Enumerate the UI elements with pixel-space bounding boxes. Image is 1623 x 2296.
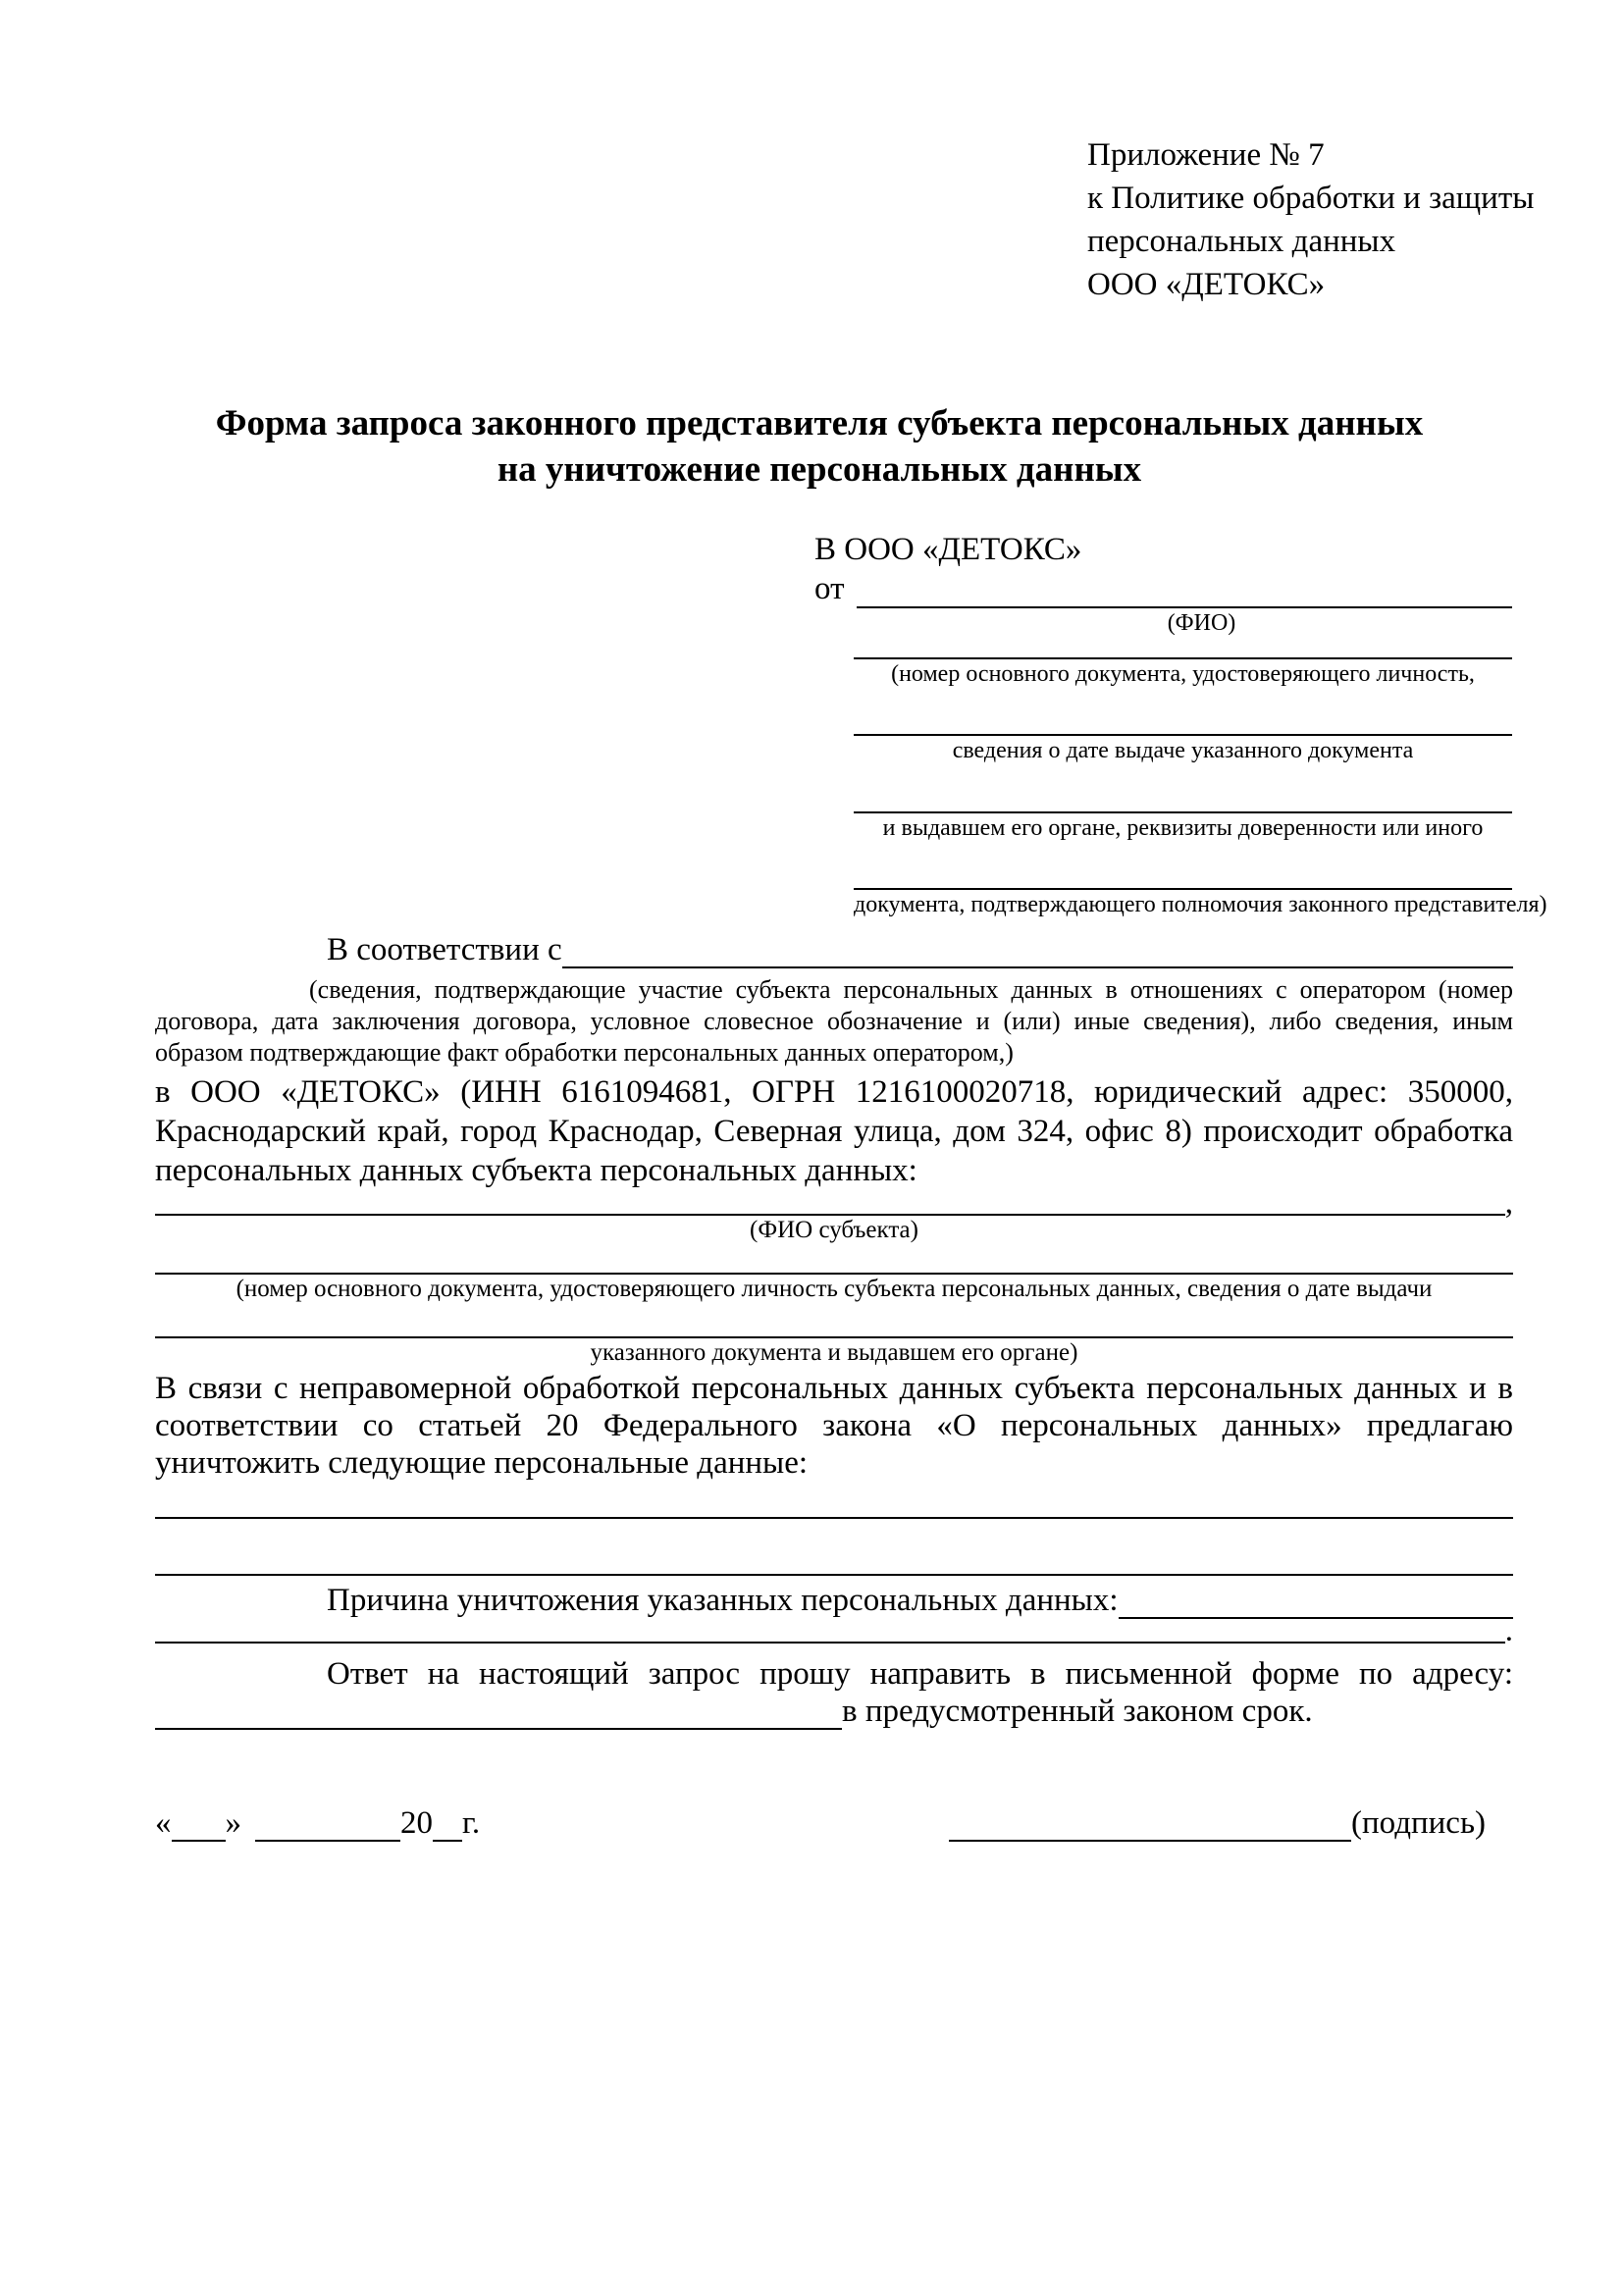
answer-paragraph: Ответ на настоящий запрос прошу направить в письменной форме по адресу: [327,1656,1513,1692]
representative-doc-caption-4: документа, подтверждающего полномочия законного представителя) [854,892,1547,917]
document-body [155,927,1513,1730]
annex-policy-line-2: персональных данных [1087,224,1396,259]
representative-doc-blank-field-2[interactable] [854,689,1512,736]
basis-footnote: (сведения, подтверждающие участие субъекта персональных данных в отношениях с оператором (номер договора, дата заключения договора, условное словесное обозначение и (или) иные сведения), либо сведения, иным образом подтверждающие факт обработки персональных данных оператором,) [155,975,1513,1067]
answer-address-row [155,1693,1513,1730]
date-signature-row [155,1805,1486,1842]
signature-group [949,1805,1486,1842]
from-label: от [814,571,845,606]
reason-continuation-row [155,1613,1513,1648]
reason-blank-field-2[interactable] [155,1642,1505,1644]
subject-fio-caption: (ФИО субъекта) [750,1217,918,1243]
date-quote-close: » [225,1805,241,1841]
date-month-blank-field[interactable] [255,1806,400,1842]
signature-blank-field[interactable] [949,1806,1351,1842]
subject-doc-caption-1: (номер основного документа, удостоверяющего личность субъекта персональных данных, сведения о дате выдачи [236,1276,1433,1302]
representative-doc-blank-field-4[interactable] [854,843,1512,890]
reason-blank-field-1[interactable] [1119,1617,1513,1619]
document-title [132,400,1506,493]
annex-policy-line-1: к Политике обработки и защиты [1087,181,1535,216]
subject-fio-trailing-comma: , [1504,1185,1513,1221]
reason-row [155,1576,1513,1619]
reason-trailing-period: . [1504,1613,1513,1648]
reason-label: Причина уничтожения указанных персональных данных: [327,1583,1119,1618]
operator-paragraph: в ООО «ДЕТОКС» (ИНН 6161094681, ОГРН 1216100020718, юридический адрес: 350000, Краснодарский край, город Краснодар, Северная улица, дом 324, офис 8) происходит обработка персональных данных субъекта персональных данных: [155,1074,1513,1188]
answer-tail: в предусмотренный законом срок. [842,1694,1313,1729]
fio-caption: (ФИО) [1167,610,1236,636]
subject-doc-blank-field-2[interactable] [155,1304,1513,1338]
subject-doc-blank-field-1[interactable] [155,1245,1513,1275]
from-row [814,569,1512,608]
date-quote-open: « [155,1805,172,1841]
data-to-destroy-blank-field-1[interactable] [155,1482,1513,1519]
basis-row [155,927,1513,968]
document-title-line-2: на уничтожение персональных данных [497,449,1142,490]
date-year-suffix: г. [462,1805,481,1841]
representative-doc-blank-field-1[interactable] [854,638,1512,659]
annex-company: ООО «ДЕТОКС» [1087,267,1326,302]
date-group [155,1805,480,1842]
date-year-prefix: 20 [400,1805,433,1841]
subject-doc-caption-2: указанного документа и выдавшем его органе) [590,1339,1078,1366]
date-year-blank-field[interactable] [433,1806,462,1842]
basis-prefix: В соответствии с [327,932,562,967]
document-title-line-1: Форма запроса законного представителя субъекта персональных данных [215,403,1424,444]
addressee-to: В ООО «ДЕТОКС» [814,532,1082,567]
request-paragraph: В связи с неправомерной обработкой персональных данных субъекта персональных данных и в соответствии со статьей 20 Федерального закона «О персональных данных» предлагаю уничтожить следующие персональные данные: [155,1371,1513,1481]
signature-caption: (подпись) [1351,1805,1486,1841]
date-day-blank-field[interactable] [172,1806,226,1842]
representative-doc-caption-3: и выдавшем его органе, реквизиты доверенности или иного [882,815,1484,841]
representative-doc-caption-2: сведения о дате выдаче указанного документа [952,738,1414,763]
annex-header [1087,133,1534,306]
basis-blank-field[interactable] [562,966,1513,968]
annex-number: Приложение № 7 [1087,137,1325,173]
data-to-destroy-blank-field-2[interactable] [155,1519,1513,1576]
representative-doc-blank-field-3[interactable] [854,765,1512,813]
representative-doc-caption-1: (номер основного документа, удостоверяющего личность, [891,661,1475,687]
addressee-block [814,530,1547,919]
answer-address-blank-field[interactable] [155,1728,842,1730]
subject-fio-row [155,1185,1513,1221]
